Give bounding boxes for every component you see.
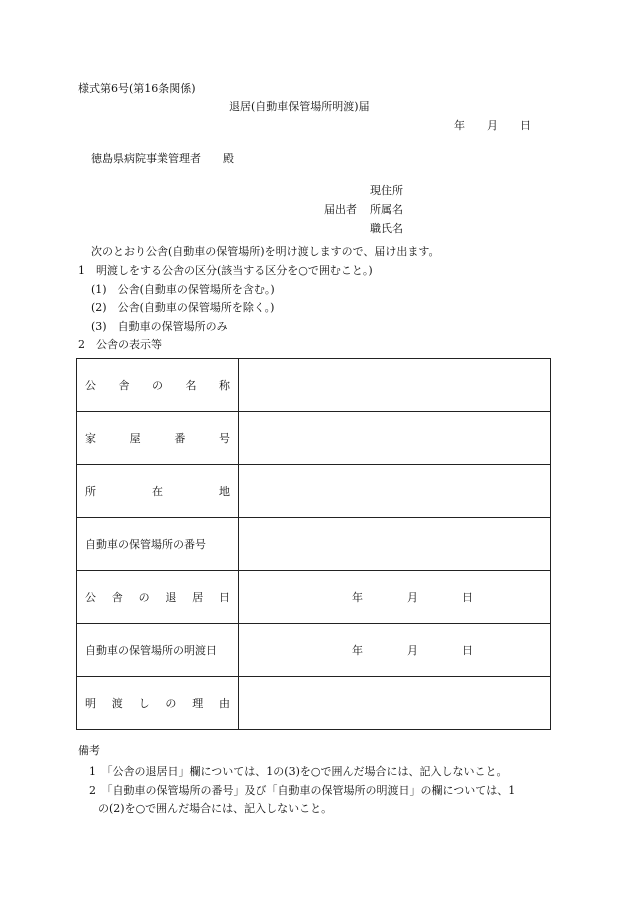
- table-row: [77, 571, 551, 624]
- section2-heading: 2 公舎の表示等: [78, 338, 162, 351]
- intro-text: 次のとおり公舎(自動車の保管場所)を明け渡しますので、届け出ます。: [91, 245, 440, 258]
- note-item: 2 「自動車の保管場所の番号」及び「自動車の保管場所の明渡日」の欄については、1: [89, 784, 516, 797]
- date-unit: 日: [462, 591, 473, 604]
- addressee: 徳島県病院事業管理者 殿: [91, 152, 234, 165]
- row-label-text: 家 屋 番 号: [85, 432, 230, 445]
- row-value-field[interactable]: [239, 518, 551, 571]
- row-value-field[interactable]: [239, 412, 551, 465]
- row-label: [77, 677, 239, 730]
- note-item: 1 「公舎の退居日」欄については、1の(3)を○で囲んだ場合には、記入しないこと。: [89, 765, 508, 778]
- row-label-text: 自動車の保管場所の番号: [85, 538, 206, 551]
- date-unit: 年: [352, 591, 363, 604]
- row-value-field[interactable]: [239, 624, 551, 677]
- table-row: [77, 518, 551, 571]
- date-unit: 年: [352, 644, 363, 657]
- row-value-field[interactable]: [239, 571, 551, 624]
- table-row: [77, 624, 551, 677]
- row-label: [77, 518, 239, 571]
- date-field: [239, 589, 550, 605]
- note-item-continuation: の(2)を○で囲んだ場合には、記入しないこと。: [98, 802, 333, 815]
- row-label-text: 所 在 地: [85, 485, 230, 498]
- row-value-field[interactable]: [239, 359, 551, 412]
- form-title: 退居(自動車保管場所明渡)届: [229, 100, 370, 113]
- row-label: [77, 412, 239, 465]
- header-date-day: 日: [520, 119, 531, 132]
- header-date-month: 月: [487, 119, 498, 132]
- section1-option: (1) 公舎(自動車の保管場所を含む。): [91, 283, 275, 296]
- row-label: [77, 465, 239, 518]
- submitter-address-label: 現住所: [370, 184, 403, 197]
- date-unit: 月: [407, 644, 418, 657]
- section1-option: (3) 自動車の保管場所のみ: [91, 320, 228, 333]
- section1-option: (2) 公舎(自動車の保管場所を除く。): [91, 301, 275, 314]
- row-label-text: 自動車の保管場所の明渡日: [85, 644, 217, 657]
- table-row: [77, 412, 551, 465]
- facility-table: [76, 358, 551, 730]
- form-number: 様式第6号(第16条関係): [78, 82, 196, 95]
- row-value-field[interactable]: [239, 465, 551, 518]
- row-label: [77, 359, 239, 412]
- submitter-role-label: 届出者: [324, 203, 357, 216]
- row-value-field[interactable]: [239, 677, 551, 730]
- submitter-name-label: 職氏名: [370, 222, 403, 235]
- row-label-text: 公 舎 の 退 居 日: [85, 591, 230, 604]
- row-label-text: 明 渡 し の 理 由: [85, 697, 230, 710]
- date-field: [239, 642, 550, 658]
- submitter-affiliation-label: 所属名: [370, 203, 403, 216]
- table-row: [77, 359, 551, 412]
- date-unit: 日: [462, 644, 473, 657]
- date-unit: 月: [407, 591, 418, 604]
- header-date-year: 年: [454, 119, 465, 132]
- table-row: [77, 465, 551, 518]
- row-label: [77, 624, 239, 677]
- row-label-text: 公 舎 の 名 称: [85, 379, 230, 392]
- notes-heading: 備考: [78, 744, 100, 757]
- section1-heading: 1 明渡しをする公舎の区分(該当する区分を○で囲むこと。): [78, 264, 373, 277]
- table-row: [77, 677, 551, 730]
- row-label: [77, 571, 239, 624]
